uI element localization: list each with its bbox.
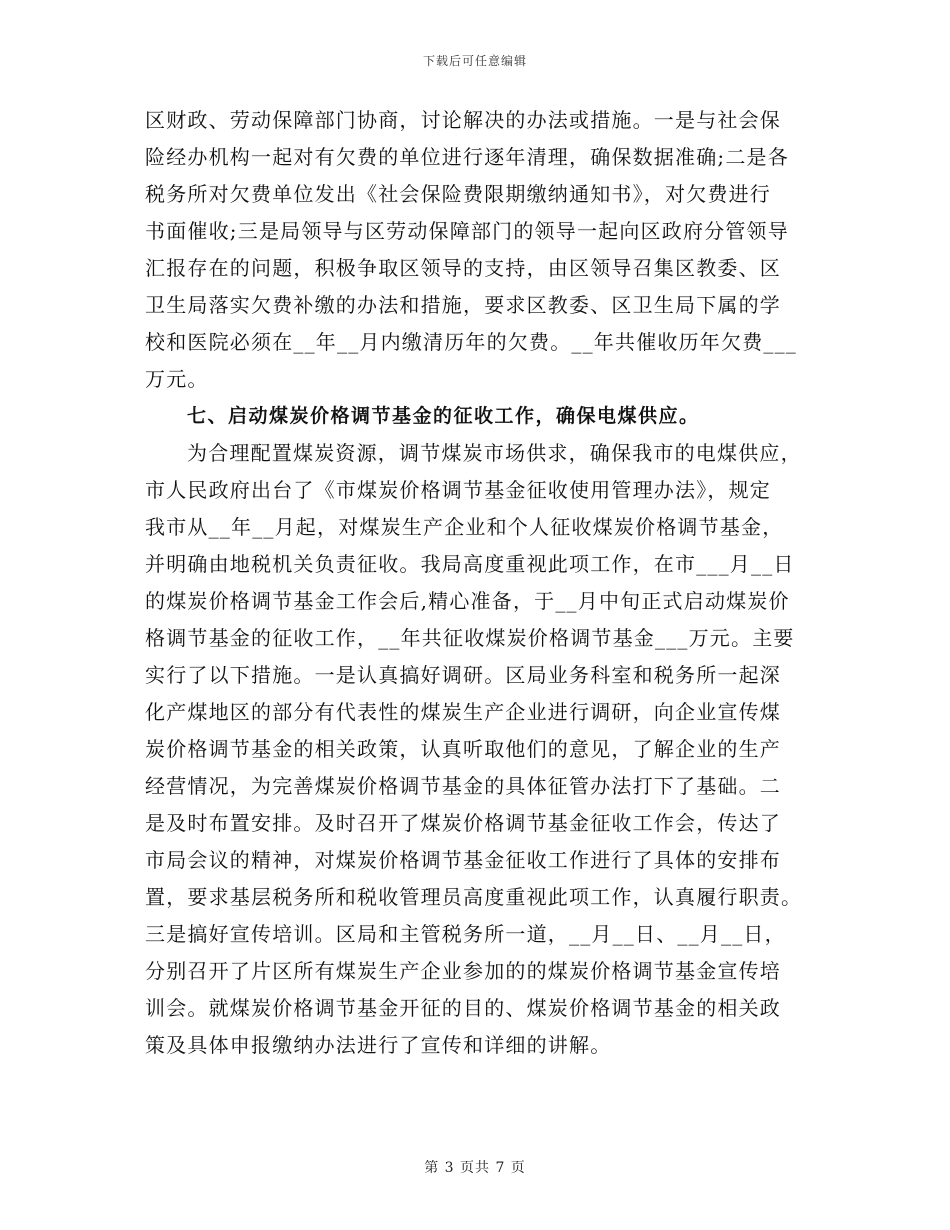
- paragraph-line: 我市从__年__月起，对煤炭生产企业和个人征收煤炭价格调节基金，: [145, 515, 784, 539]
- paragraph-line: 的煤炭价格调节基金工作会后,精心准备，于__月中旬正式启动煤炭价: [145, 589, 790, 613]
- paragraph-line: 并明确由地税机关负责征收。我局高度重视此项工作，在市___月__日: [145, 552, 795, 576]
- paragraph-line: 书面催收;三是局领导与区劳动保障部门的领导一起向区政府分管领导: [145, 219, 789, 243]
- paragraph-line: 格调节基金的征收工作，__年共征收煤炭价格调节基金___万元。主要: [145, 626, 795, 650]
- paragraph-line: 实行了以下措施。一是认真搞好调研。区局业务科室和税务所一起深: [145, 663, 781, 687]
- paragraph-line: 化产煤地区的部分有代表性的煤炭生产企业进行调研，向企业宣传煤: [145, 700, 781, 724]
- page-header: 下载后可任意编辑: [422, 54, 527, 68]
- paragraph-line: 经营情况，为完善煤炭价格调节基金的具体征管办法打下了基础。二: [145, 774, 781, 798]
- paragraph-line: 市局会议的精神，对煤炭价格调节基金征收工作进行了具体的安排布: [145, 848, 781, 872]
- paragraph-line: 为合理配置煤炭资源，调节煤炭市场供求，确保我市的电煤供应，: [187, 441, 802, 465]
- paragraph-line: 训会。就煤炭价格调节基金开征的目的、煤炭价格调节基金的相关政: [145, 996, 781, 1020]
- paragraph-line: 万元。: [145, 367, 209, 391]
- section-heading: 七、启动煤炭价格调节基金的征收工作，确保电煤供应。: [187, 405, 700, 427]
- paragraph-line: 三是搞好宣传培训。区局和主管税务所一道，__月__日、__月__日，: [145, 922, 786, 946]
- paragraph-line: 汇报存在的问题，积极争取区领导的支持，由区领导召集区教委、区: [145, 256, 781, 280]
- page-footer: 第 3 页共 7 页: [424, 1160, 526, 1176]
- paragraph-line: 校和医院必须在__年__月内缴清历年的欠费。__年共催收历年欠费___: [145, 330, 797, 354]
- paragraph-line: 是及时布置安排。及时召开了煤炭价格调节基金征收工作会，传达了: [145, 811, 781, 835]
- paragraph-line: 卫生局落实欠费补缴的办法和措施，要求区教委、区卫生局下属的学: [145, 293, 781, 317]
- paragraph-line: 置，要求基层税务所和税收管理员高度重视此项工作，认真履行职责。: [145, 885, 803, 909]
- paragraph-line: 市人民政府出台了《市煤炭价格调节基金征收使用管理办法》，规定: [145, 478, 771, 502]
- document-body: [145, 102, 805, 1064]
- paragraph-line: 策及具体申报缴纳办法进行了宣传和详细的讲解。: [145, 1033, 612, 1057]
- paragraph-line: 税务所对欠费单位发出《社会保险费限期缴纳通知书》，对欠费进行: [145, 182, 771, 206]
- paragraph-line: 分别召开了片区所有煤炭生产企业参加的的煤炭价格调节基金宣传培: [145, 959, 781, 983]
- paragraph-line: 险经办机构一起对有欠费的单位进行逐年清理，确保数据准确;二是各: [145, 145, 789, 169]
- paragraph-line: 炭价格调节基金的相关政策，认真听取他们的意见，了解企业的生产: [145, 737, 781, 761]
- paragraph-line: 区财政、劳动保障部门协商，讨论解决的办法或措施。一是与社会保: [145, 108, 781, 132]
